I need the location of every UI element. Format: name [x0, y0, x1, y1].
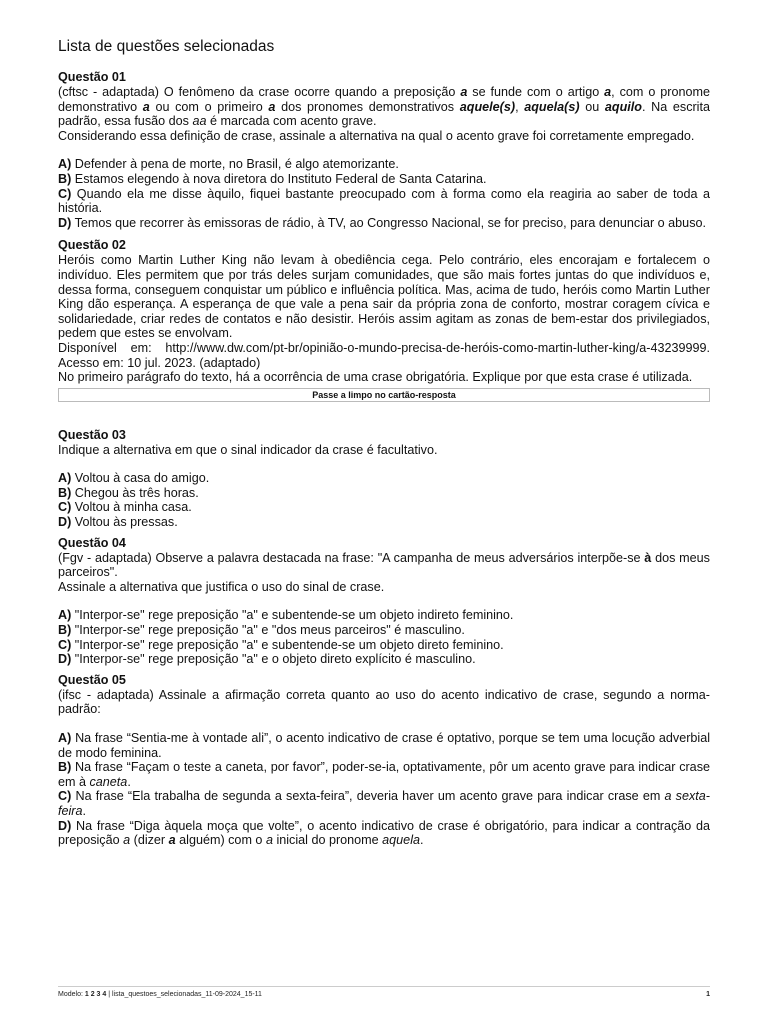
option-c[interactable] — [58, 789, 710, 818]
text: dos pronomes demonstrativos — [275, 99, 460, 114]
question-01 — [58, 70, 710, 230]
option-letter: C) — [58, 186, 72, 201]
page-title: Lista de questões selecionadas — [58, 38, 275, 55]
option-text: "Interpor-se" rege preposição "a" e o objeto direto explícito é masculino. — [71, 652, 476, 667]
option-letter: D) — [58, 818, 72, 833]
question-03 — [58, 428, 710, 530]
question-statement — [58, 85, 710, 129]
option-text: Voltou à minha casa. — [71, 500, 192, 515]
option-letter: A) — [58, 471, 72, 486]
emphasis: a sexta-feira — [58, 789, 710, 818]
page-number: 1 — [706, 991, 710, 998]
text: (Fgv - adaptada) Observe a palavra destacada na frase: "A campanha de meus adversários interpõe-se — [58, 550, 645, 565]
option-text: "Interpor-se" rege preposição "a" e subentende-se um objeto indireto feminino. — [71, 608, 514, 623]
footer-filename: | lista_questoes_selecionadas_11-09-2024_15-11 — [106, 991, 262, 998]
option-c[interactable] — [58, 500, 710, 515]
option-a[interactable] — [58, 608, 710, 623]
text: dos meus parceiros". — [58, 550, 710, 580]
emphasis: à — [644, 550, 652, 565]
answer-box: Passe a limpo no cartão-resposta — [58, 388, 710, 402]
text: se funde com o artigo — [467, 85, 605, 99]
question-heading: Questão 01 — [58, 70, 126, 84]
question-heading: Questão 02 — [58, 238, 126, 253]
option-b[interactable] — [58, 486, 710, 501]
emphasis: caneta — [89, 774, 128, 789]
option-letter: B) — [58, 623, 72, 638]
emphasis: aa — [192, 114, 207, 129]
option-letter: B) — [58, 760, 72, 775]
option-b[interactable] — [58, 760, 710, 789]
option-text: Estamos elegendo à nova diretora do Instituto Federal de Santa Catarina. — [71, 171, 487, 186]
question-05 — [58, 673, 710, 848]
emphasis: aquele(s) — [459, 99, 516, 114]
page-footer — [58, 986, 710, 998]
option-letter: D) — [58, 215, 72, 230]
emphasis: aquela(s) — [524, 99, 580, 114]
document-page — [58, 38, 710, 854]
option-b[interactable] — [58, 623, 710, 638]
text: ou com o primeiro — [149, 99, 269, 114]
question-04 — [58, 536, 710, 667]
text: , — [515, 99, 525, 114]
option-text: inicial do pronome — [272, 833, 383, 848]
question-02 — [58, 238, 710, 401]
option-c[interactable] — [58, 638, 710, 653]
option-text: . — [127, 774, 131, 789]
footer-info — [58, 991, 262, 998]
option-text: . — [420, 833, 424, 848]
option-text: "Interpor-se" rege preposição "a" e "dos meus parceiros" é masculino. — [71, 623, 465, 638]
emphasis: a — [168, 833, 176, 848]
option-text: Temos que recorrer às emissoras de rádio, à TV, ao Congresso Nacional, se for preciso, para denunciar o abuso. — [71, 215, 706, 230]
option-text: "Interpor-se" rege preposição "a" e subentende-se um objeto direto feminino. — [71, 637, 504, 652]
option-letter: A) — [58, 731, 72, 745]
option-letter: C) — [58, 789, 72, 804]
question-instruction: (ifsc - adaptada) Assinale a afirmação correta quanto ao uso do acento indicativo de crase, segundo a norma-padrão: — [58, 687, 710, 717]
option-letter: B) — [58, 485, 72, 500]
question-instruction: Considerando essa definição de crase, assinale a alternativa na qual o acento grave foi corretamente empregado. — [58, 128, 695, 143]
option-letter: A) — [58, 608, 72, 623]
text: ou — [579, 99, 605, 114]
option-text: Na frase “Ela trabalha de segunda a sexta-feira”, deveria haver um acento grave para indicar crase em — [71, 789, 665, 804]
question-text: Heróis como Martin Luther King não levam à obediência cega. Pelo contrário, eles encorajam e fortalecem o indivíduo. Eles permitem que por trás deles surjam comunidades, que são mais fortes juntas do que indivíduos e, dessa forma, conseguem conquistar um público e influência política. Mas, acima de tudo, heróis como Martin Luther King dão esperança. A esperança de que vale a pena sair da própria zona de conforto, mostrar coragem cívica e solidariedade, criar redes de contatos e não desistir. Heróis assim agitam as zonas de bem-estar dos privilegiados, pedem que estes se envolvam. — [58, 253, 710, 341]
option-text: Quando ela me disse àquilo, fiquei bastante preocupado com à forma como ela reagiria ao saber de toda a história. — [58, 186, 710, 216]
option-text: (dizer — [130, 833, 169, 848]
option-d[interactable] — [58, 652, 710, 667]
option-text: . — [82, 803, 86, 818]
question-heading: Questão 05 — [58, 672, 126, 687]
text: . Na escrita padrão, essa fusão dos — [58, 99, 710, 129]
option-text: Voltou à casa do amigo. — [71, 471, 210, 486]
question-instruction: Indique a alternativa em que o sinal indicador da crase é facultativo. — [58, 442, 438, 457]
question-heading: Questão 04 — [58, 535, 126, 550]
emphasis: a — [265, 833, 273, 848]
question-statement — [58, 551, 710, 580]
emphasis: a — [142, 99, 150, 114]
text: (cftsc - adaptada) O fenômeno da crase ocorre quando a preposição — [58, 85, 461, 99]
text: é marcada com acento grave. — [206, 114, 377, 129]
option-letter: D) — [58, 515, 72, 530]
emphasis: aquilo — [604, 99, 642, 114]
option-text: Na frase “Diga àquela moça que volte”, o acento indicativo de crase é obrigatório, para indicar a contração da preposição — [58, 818, 710, 848]
footer-models[interactable]: 1 2 3 4 — [84, 991, 107, 998]
option-d[interactable] — [58, 515, 710, 530]
option-a[interactable] — [58, 157, 710, 172]
option-letter: C) — [58, 500, 72, 515]
emphasis: a — [268, 99, 276, 114]
option-b[interactable] — [58, 172, 710, 187]
option-letter: A) — [58, 157, 72, 172]
footer-label: Modelo: — [58, 991, 85, 998]
emphasis: a — [123, 833, 131, 848]
option-text: Na frase “Façam o teste a caneta, por favor”, poder-se-ia, optativamente, pôr um acento grave para indicar crase em à — [58, 760, 710, 789]
option-c[interactable] — [58, 187, 710, 216]
question-source: Disponível em: http://www.dw.com/pt-br/opinião-o-mundo-precisa-de-heróis-como-martin-luther-king/a-43239999. Acesso em: 10 jul. 2023. (adaptado) — [58, 340, 710, 370]
question-instruction: No primeiro parágrafo do texto, há a ocorrência de uma crase obrigatória. Explique por que esta crase é utilizada. — [58, 370, 693, 385]
option-letter: D) — [58, 652, 72, 667]
option-d[interactable] — [58, 216, 710, 231]
option-text: Defender à pena de morte, no Brasil, é algo atemorizante. — [71, 157, 399, 172]
question-instruction: Assinale a alternativa que justifica o uso do sinal de crase. — [58, 579, 385, 594]
emphasis: a — [604, 85, 612, 99]
option-text: Na frase “Sentia-me à vontade ali”, o acento indicativo de crase é optativo, porque se tem uma locução adverbial de modo feminina. — [58, 731, 710, 760]
option-text: Voltou às pressas. — [71, 515, 178, 530]
text: , com o pronome demonstrativo — [58, 85, 711, 114]
emphasis: a — [460, 85, 468, 99]
option-letter: C) — [58, 637, 72, 652]
option-a[interactable] — [58, 471, 710, 486]
option-text: Chegou às três horas. — [71, 485, 199, 500]
option-d[interactable] — [58, 819, 710, 848]
option-letter: B) — [58, 171, 72, 186]
option-a[interactable] — [58, 731, 710, 760]
emphasis: aquela — [382, 833, 420, 848]
question-heading: Questão 03 — [58, 427, 126, 442]
option-text: alguém) com o — [175, 833, 266, 848]
